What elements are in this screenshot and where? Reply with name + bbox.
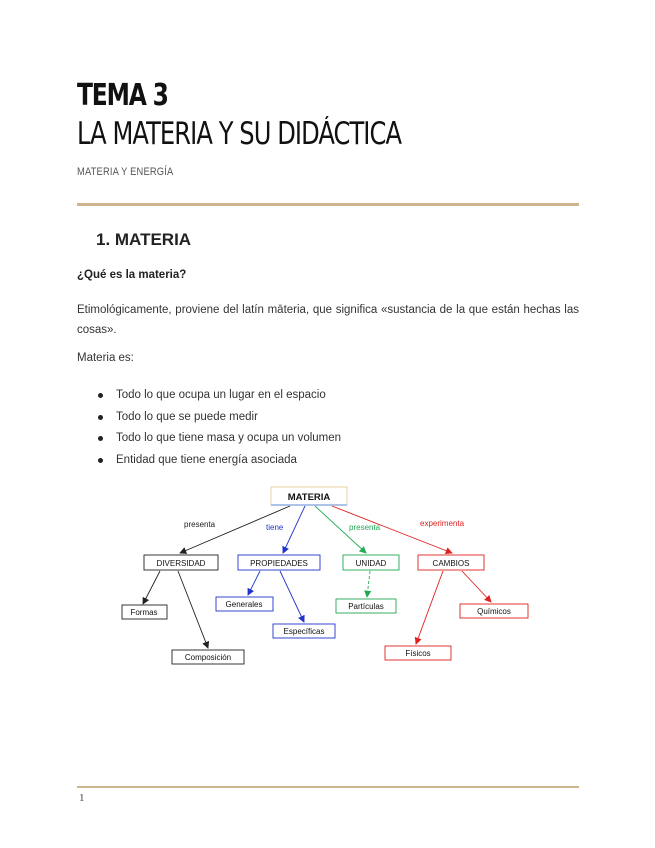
edge-propiedades-generales	[248, 571, 260, 595]
edge-diversidad-composicion	[178, 571, 208, 648]
svg-text:Físicos: Físicos	[405, 649, 431, 658]
edge-propiedades-especificas	[280, 571, 304, 622]
edge-cambios-quimicos	[462, 571, 491, 602]
materia-es-intro: Materia es:	[77, 352, 134, 364]
edge-label-presenta-green: presenta	[349, 523, 381, 532]
edge-label-tiene: tiene	[266, 523, 284, 532]
node-fisicos	[385, 646, 451, 660]
list-item: Todo lo que ocupa un lugar en el espacio	[96, 385, 341, 407]
page-number: 1	[79, 792, 85, 804]
svg-text:Formas: Formas	[130, 608, 158, 617]
list-item: Todo lo que se puede medir	[96, 407, 341, 429]
node-propiedades	[238, 555, 320, 570]
section-heading: 1. MATERIA	[96, 230, 192, 249]
node-especificas	[273, 624, 335, 638]
edge-label-experimenta: experimenta	[420, 519, 465, 528]
edge-tiene-propiedades	[283, 506, 305, 553]
node-materia-label: MATERIA	[287, 492, 331, 503]
question-heading: ¿Qué es la materia?	[77, 269, 187, 281]
subtitle: MATERIA Y ENERGÍA	[77, 166, 174, 178]
node-formas	[122, 605, 167, 619]
svg-text:UNIDAD: UNIDAD	[355, 559, 387, 568]
node-diversidad	[144, 555, 218, 570]
list-item: Todo lo que tiene masa y ocupa un volumen	[96, 428, 341, 450]
node-unidad	[343, 555, 399, 570]
node-generales	[216, 597, 273, 611]
svg-text:Químicos: Químicos	[477, 607, 511, 616]
footer-divider	[77, 786, 579, 788]
etymology-paragraph: Etimológicamente, proviene del latín māteria, que significa «sustancia de la que están hechas las cosas».	[77, 304, 579, 336]
svg-text:CAMBIOS: CAMBIOS	[432, 559, 470, 568]
svg-text:Partículas: Partículas	[348, 602, 384, 611]
svg-text:Generales: Generales	[225, 600, 263, 609]
list-item: Entidad que tiene energía asociada	[96, 450, 341, 472]
node-particulas	[336, 599, 396, 613]
title-tema: TEMA 3	[77, 78, 168, 113]
edge-cambios-fisicos	[416, 571, 443, 644]
edge-unidad-particulas	[367, 571, 370, 597]
node-composicion	[172, 650, 244, 664]
edge-diversidad-formas	[143, 571, 160, 604]
node-cambios	[418, 555, 484, 570]
svg-text:Composición: Composición	[184, 653, 232, 662]
node-quimicos	[460, 604, 528, 618]
svg-text:Específicas: Específicas	[283, 627, 325, 636]
node-materia	[271, 487, 347, 505]
edge-label-presenta: presenta	[184, 520, 216, 529]
svg-text:PROPIEDADES: PROPIEDADES	[250, 559, 308, 568]
title-main: LA MATERIA Y SU DIDÁCTICA	[77, 116, 402, 152]
svg-text:DIVERSIDAD: DIVERSIDAD	[156, 559, 206, 568]
